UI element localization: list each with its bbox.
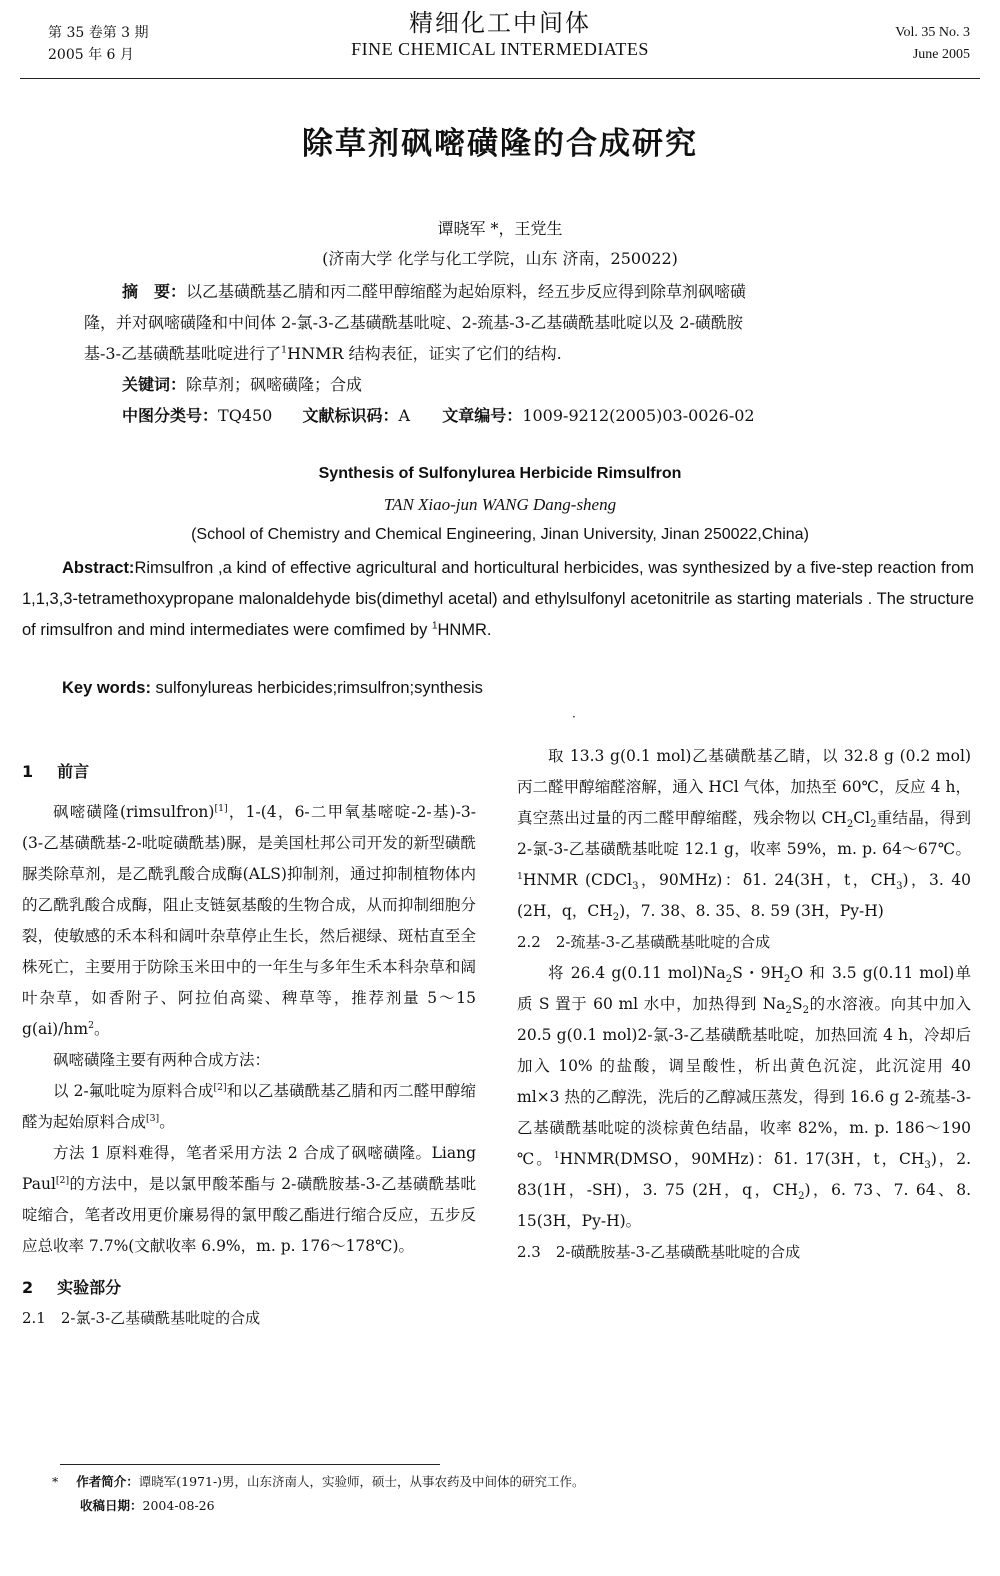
volume-number-en: Vol. 35 No. 3 xyxy=(895,25,970,40)
date-cn: 2005 年 6 月 xyxy=(48,47,134,63)
authors-en: TAN Xiao-jun WANG Dang-sheng xyxy=(383,495,617,514)
section-2-2-heading: 2.2 2-巯基-3-乙基磺酰基吡啶的合成 xyxy=(517,933,771,951)
abstract-en: Abstract:Rimsulfron ,a kind of effective agricultural and horticultural herbicides, was synthesized by a five-step reaction from 1,1,3,3-tetramethoxypropane malonaldehyde bis(dimethyl acetal) and ethylsulfonyl acetonitrile as starting materials . The structure of rimsulfron and mind intermediates were comfimed by $^1$HNMR. xyxy=(22,559,974,639)
paragraph-approach: 方法 1 原料难得，笔者采用方法 2 合成了砜嘧磺隆。Liang Paul[2]的方法中，是以氯甲酸苯酯与 2-磺酰胺基-3-乙基磺酰基吡啶缩合，笔者改用更价廉易得的氯甲酸乙酯进行缩合反应，五步反应总收率 7.7%(文献收率 6.9%，m. p. 176～178℃)。 xyxy=(22,1144,476,1255)
affiliation-en: (School of Chemistry and Chemical Engineering, Jinan University, Jinan 250022,China) xyxy=(191,526,809,543)
classification-line: 中图分类号：TQ450 文献标识码：A 文章编号：1009-9212(2005)03-0026-02 xyxy=(122,406,755,425)
left-column xyxy=(22,756,476,1334)
paper-title-en: Synthesis of Sulfonylurea Herbicide Rimsulfron xyxy=(318,465,682,482)
paragraph-intro: 砜嘧磺隆(rimsulfron)[1]，1-(4，6-二甲氧基嘧啶-2-基)-3-(3-乙基磺酰基-2-吡啶磺酰基)脲，是美国杜邦公司开发的新型磺酰脲类除草剂，是乙酰乳酸合成酶(ALS)抑制剂，通过抑制植物体内的乙酰乳酸合成酶，阻止支链氨基酸的生物合成，从而抑制细胞分裂，使敏感的禾本科和阔叶杂草停止生长，然后褪绿、斑枯直至全株死亡，主要用于防除玉米田中的一年生与多年生禾本科杂草和阔叶杂草，如香附子、阿拉伯高粱、稗草等，推荐剂量 5～15 $g(ai)/hm^2$。 xyxy=(22,802,476,1038)
paragraph-methods-intro: 砜嘧磺隆主要有两种合成方法： xyxy=(53,1051,271,1069)
footnote-received: 收稿日期：2004-08-26 xyxy=(80,1498,215,1513)
section-2-3-heading: 2.3 2-磺酰胺基-3-乙基磺酰基吡啶的合成 xyxy=(517,1243,801,1261)
authors-cn: 谭晓军 *，王党生 xyxy=(437,219,563,238)
journal-title xyxy=(300,8,700,60)
abstract-cn-line2: 隆，并对砜嘧磺隆和中间体 2-氯-3-乙基磺酰基吡啶、2-巯基-3-乙基磺酰基吡啶以及 2-磺酰胺 xyxy=(84,313,743,332)
abstract-en-label: Abstract: xyxy=(62,559,135,577)
abstract-cn-line3: 基-3-乙基磺酰基吡啶进行了$^1$HNMR 结构表征，证实了它们的结构. xyxy=(84,344,562,363)
paragraph-2-2: 将 26.4 g(0.11 $mol)Na_2S$・$9H_2O$ 和 3.5 g(0.11 mol)单质 S 置于 60 ml 水中，加热得到 $Na_2S_2$的水溶液。向其中加入 20.5 g(0.1 mol)2-氯-3-乙基磺酰基吡啶，加热回流 4 h，冷却后加入 10% 的盐酸，调呈酸性，析出黄色沉淀，此沉淀用 40 ml×3 热的乙醇洗，洗后的乙醇减压蒸发，得到 16.6 g 2-巯基-3-乙基磺酰基吡啶的淡棕黄色结晶，收率 82%，m. p. 186～190 ℃。$^1$HNMR(DMSO，90MHz)：δ1. 17(3H，t，$CH_3$)，2. 83(1H，-SH)，3. 75 (2H，q，$CH_2$)，6. 73、7. 64、8. 15(3H，Py-H)。 xyxy=(517,964,972,1230)
volume-issue-en xyxy=(895,22,970,66)
paper-title-cn: 除草剂砜嘧磺隆的合成研究 xyxy=(302,126,698,162)
journal-title-en: FINE CHEMICAL INTERMEDIATES xyxy=(351,39,649,59)
date-en: June 2005 xyxy=(912,47,970,62)
volume-issue-cn: 第 35 卷第 3 期 xyxy=(48,25,149,41)
section-1-heading: 1 前言 xyxy=(22,762,90,781)
keywords-cn: 关键词：除草剂；砜嘧磺隆；合成 xyxy=(122,375,363,394)
paragraph-2-1: 取 13.3 g(0.1 mol)乙基磺酰基乙睛，以 32.8 g (0.2 mol)丙二醛甲醇缩醛溶解，通入 HCl 气体，加热至 60℃，反应 4 h，真空蒸出过量的丙二醛甲醇缩醛，残余物以 $CH_2Cl_2$重结晶，得到 2-氯-3-乙基磺酰基吡啶 12.1 g，收率 59%，m. p. 64～67℃。$^1$HNMR (CDCl$_3$，90MHz)：δ1. 24(3H，t，$CH_3$)，3. 40 (2H，q，$CH_2$)，7. 38、8. 35、8. 59 (3H，Py-H) xyxy=(517,747,971,924)
paragraph-methods: 以 2-氟吡啶为原料合成[2]和以乙基磺酰基乙腈和丙二醛甲醇缩醛为起始原料合成[3]。 xyxy=(22,1081,476,1131)
keywords-cn-label: 关键词： xyxy=(122,375,187,394)
keywords-en: Key words: sulfonylureas herbicides;rimsulfron;synthesis xyxy=(62,679,483,697)
right-column xyxy=(517,741,971,1268)
header-rule xyxy=(20,78,980,79)
section-2-1-heading: 2.1 2-氯-3-乙基磺酰基吡啶的合成 xyxy=(22,1309,261,1327)
footnote-rule xyxy=(60,1464,440,1465)
abstract-cn-line1: 摘 要：以乙基磺酰基乙腈和丙二醛甲醇缩醛为起始原料，经五步反应得到除草剂砜嘧磺 xyxy=(122,282,747,301)
keywords-en-label: Key words: xyxy=(62,679,151,697)
separator-dot: · xyxy=(572,710,576,724)
affiliation-cn: (济南大学 化学与化工学院，山东 济南，250022) xyxy=(322,249,678,268)
journal-title-cn: 精细化工中间体 xyxy=(409,9,591,37)
footnote-author: * 作者简介：谭晓军(1971-)男，山东济南人，实验师，硕士，从事农药及中间体的研究工作。 xyxy=(52,1474,585,1489)
section-2-heading: 2 实验部分 xyxy=(22,1278,122,1297)
abstract-cn-label: 摘 要： xyxy=(122,282,187,301)
volume-issue xyxy=(48,22,149,66)
